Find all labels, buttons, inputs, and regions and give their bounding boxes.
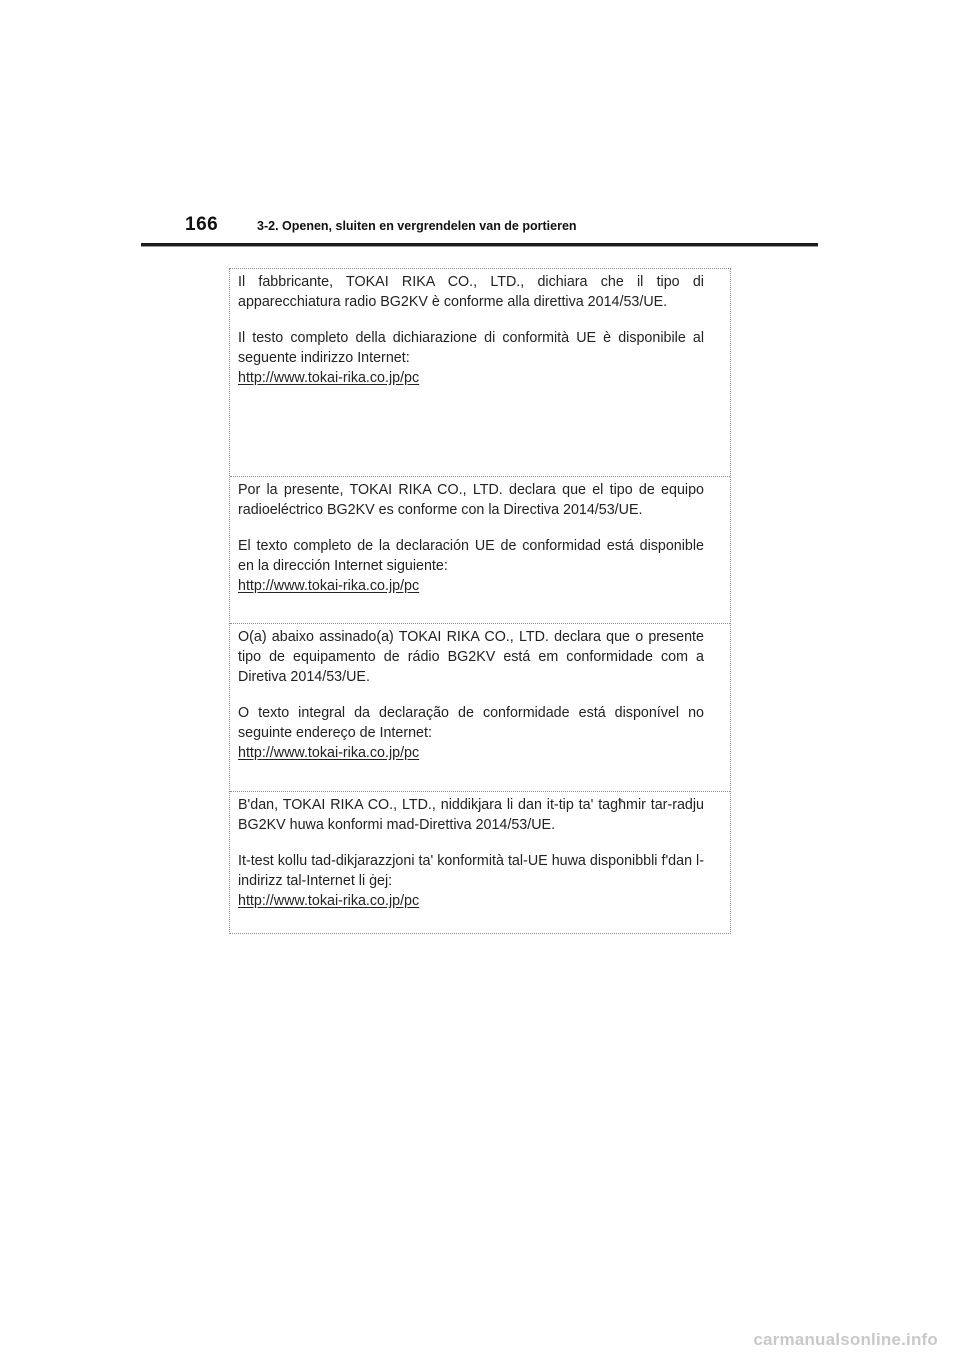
declaration-box [229, 268, 731, 934]
declaration-link[interactable]: http://www.tokai-rika.co.jp/pc [238, 745, 420, 761]
declaration-link[interactable]: http://www.tokai-rika.co.jp/pc [238, 893, 420, 909]
declaration-link[interactable]: http://www.tokai-rika.co.jp/pc [238, 578, 420, 594]
declaration-paragraph: El texto completo de la declaración UE de conformidad está disponible en la dirección Internet siguiente: [238, 538, 704, 574]
declaration-paragraph: B'dan, TOKAI RIKA CO., LTD., niddikjara li dan it-tip ta' tagħmir tar-radju BG2KV huwa konformi mad-Direttiva 2014/53/UE. [238, 797, 704, 833]
declaration-paragraph: Il fabbricante, TOKAI RIKA CO., LTD., dichiara che il tipo di apparecchiatura radio BG2KV è conforme alla direttiva 2014/53/UE. [238, 274, 704, 310]
declaration-block-maltese [230, 791, 730, 934]
header-rule-shadow [141, 246, 818, 247]
declaration-link[interactable]: http://www.tokai-rika.co.jp/pc [238, 370, 420, 386]
declaration-paragraph: O texto integral da declaração de conformidade está disponível no seguinte endereço de Internet: [238, 705, 704, 741]
page-number: 166 [185, 214, 219, 235]
declaration-paragraph: Il testo completo della dichiarazione di conformità UE è disponibile al seguente indirizzo Internet: [238, 330, 704, 366]
declaration-block-italian [230, 269, 730, 476]
declaration-paragraph: It-test kollu tad-dikjarazzjoni ta' konformità tal-UE huwa disponibbli f'dan l-indirizz tal-Internet li ġej: [238, 853, 704, 889]
watermark: carmanualsonline.info [753, 1330, 938, 1349]
declaration-paragraph: Por la presente, TOKAI RIKA CO., LTD. declara que el tipo de equipo radioeléctrico BG2KV es conforme con la Directiva 2014/53/UE. [238, 482, 704, 518]
section-title: 3-2. Openen, sluiten en vergrendelen van de portieren [257, 219, 577, 233]
declaration-block-spanish [230, 476, 730, 623]
declaration-paragraph: O(a) abaixo assinado(a) TOKAI RIKA CO., LTD. declara que o presente tipo de equipamento de rádio BG2KV está em conformidade com a Diretiva 2014/53/UE. [238, 629, 704, 685]
declaration-block-portuguese [230, 623, 730, 791]
